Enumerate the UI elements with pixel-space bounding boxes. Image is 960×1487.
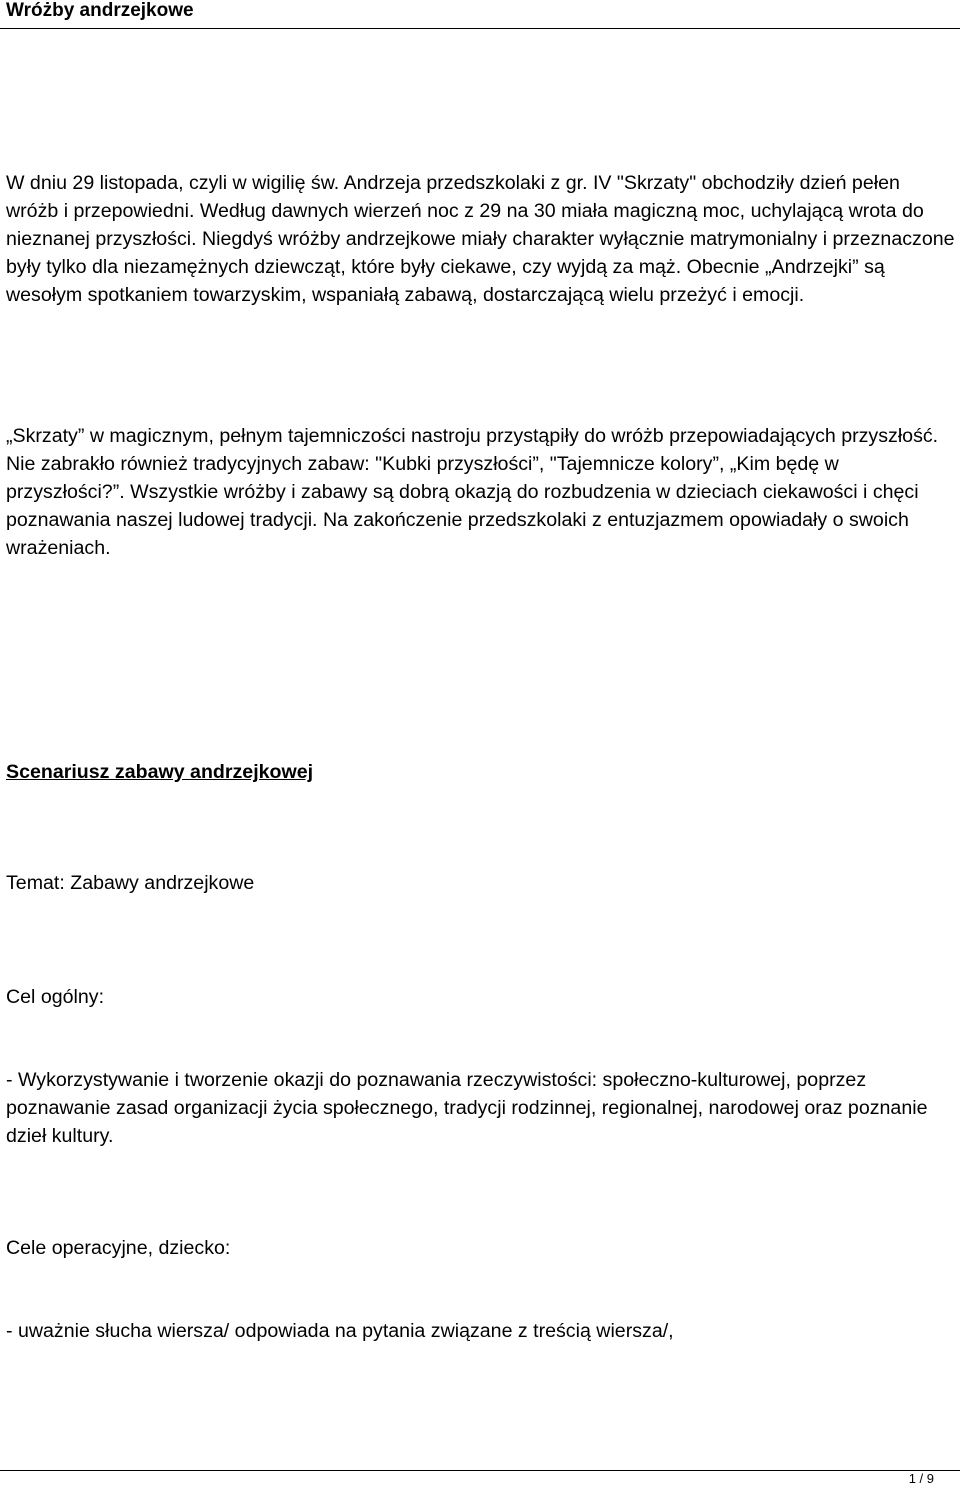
general-goal-label: Cel ogólny: [6, 986, 105, 1008]
operational-goal-item: - uważnie słucha wiersza/ odpowiada na pytania związane z treścią wiersza/, [6, 1320, 674, 1342]
footer-divider [0, 1470, 960, 1471]
intro-paragraph: W dniu 29 listopada, czyli w wigilię św. Andrzeja przedszkolaki z gr. IV "Skrzaty" obchodziły dzień pełen wróżb i przepowiedni. Według dawnych wierzeń noc z 29 na 30 miała magiczną moc, uchylającą wrota do nieznanej przyszłości. Niegdyś wróżby andrzejkowe miały charakter wyłącznie matrymonialny i przeznaczone były tylko dla niezamężnych dziewcząt, które były ciekawe, czy wyjdą za mąż. Obecnie „Andrzejki” są wesołym spotkaniem towarzyskim, wspaniałą zabawą, dostarczającą wielu przeżyć i emocji. [6, 172, 955, 306]
topic-line: Temat: Zabawy andrzejkowe [6, 872, 255, 894]
page-header [0, 0, 960, 29]
activities-paragraph: „Skrzaty” w magicznym, pełnym tajemniczości nastroju przystąpiły do wróżb przepowiadających przyszłość. Nie zabrakło również tradycyjnych zabaw: "Kubki przyszłości”, "Tajemnicze kolory”, „Kim będę w przyszłości?”. Wszystkie wróżby i zabawy są dobrą okazją do rozbudzenia w dzieciach ciekawości i chęci poznawania naszej ludowej tradycji. Na zakończenie przedszkolaki z entuzjazmem opowiadały o swoich wrażeniach. [6, 425, 939, 559]
operational-goals-label: Cele operacyjne, dziecko: [6, 1237, 231, 1259]
scenario-heading: Scenariusz zabawy andrzejkowej [6, 761, 314, 783]
document-title: Wróżby andrzejkowe [6, 0, 194, 21]
page-number: 1 / 9 [908, 1471, 934, 1486]
general-goal-item: - Wykorzystywanie i tworzenie okazji do poznawania rzeczywistości: społeczno-kulturowej, poprzez poznawanie zasad organizacji życia społecznego, tradycji rodzinnej, regionalnej, narodowej oraz poznanie dzieł kultury. [6, 1069, 928, 1147]
